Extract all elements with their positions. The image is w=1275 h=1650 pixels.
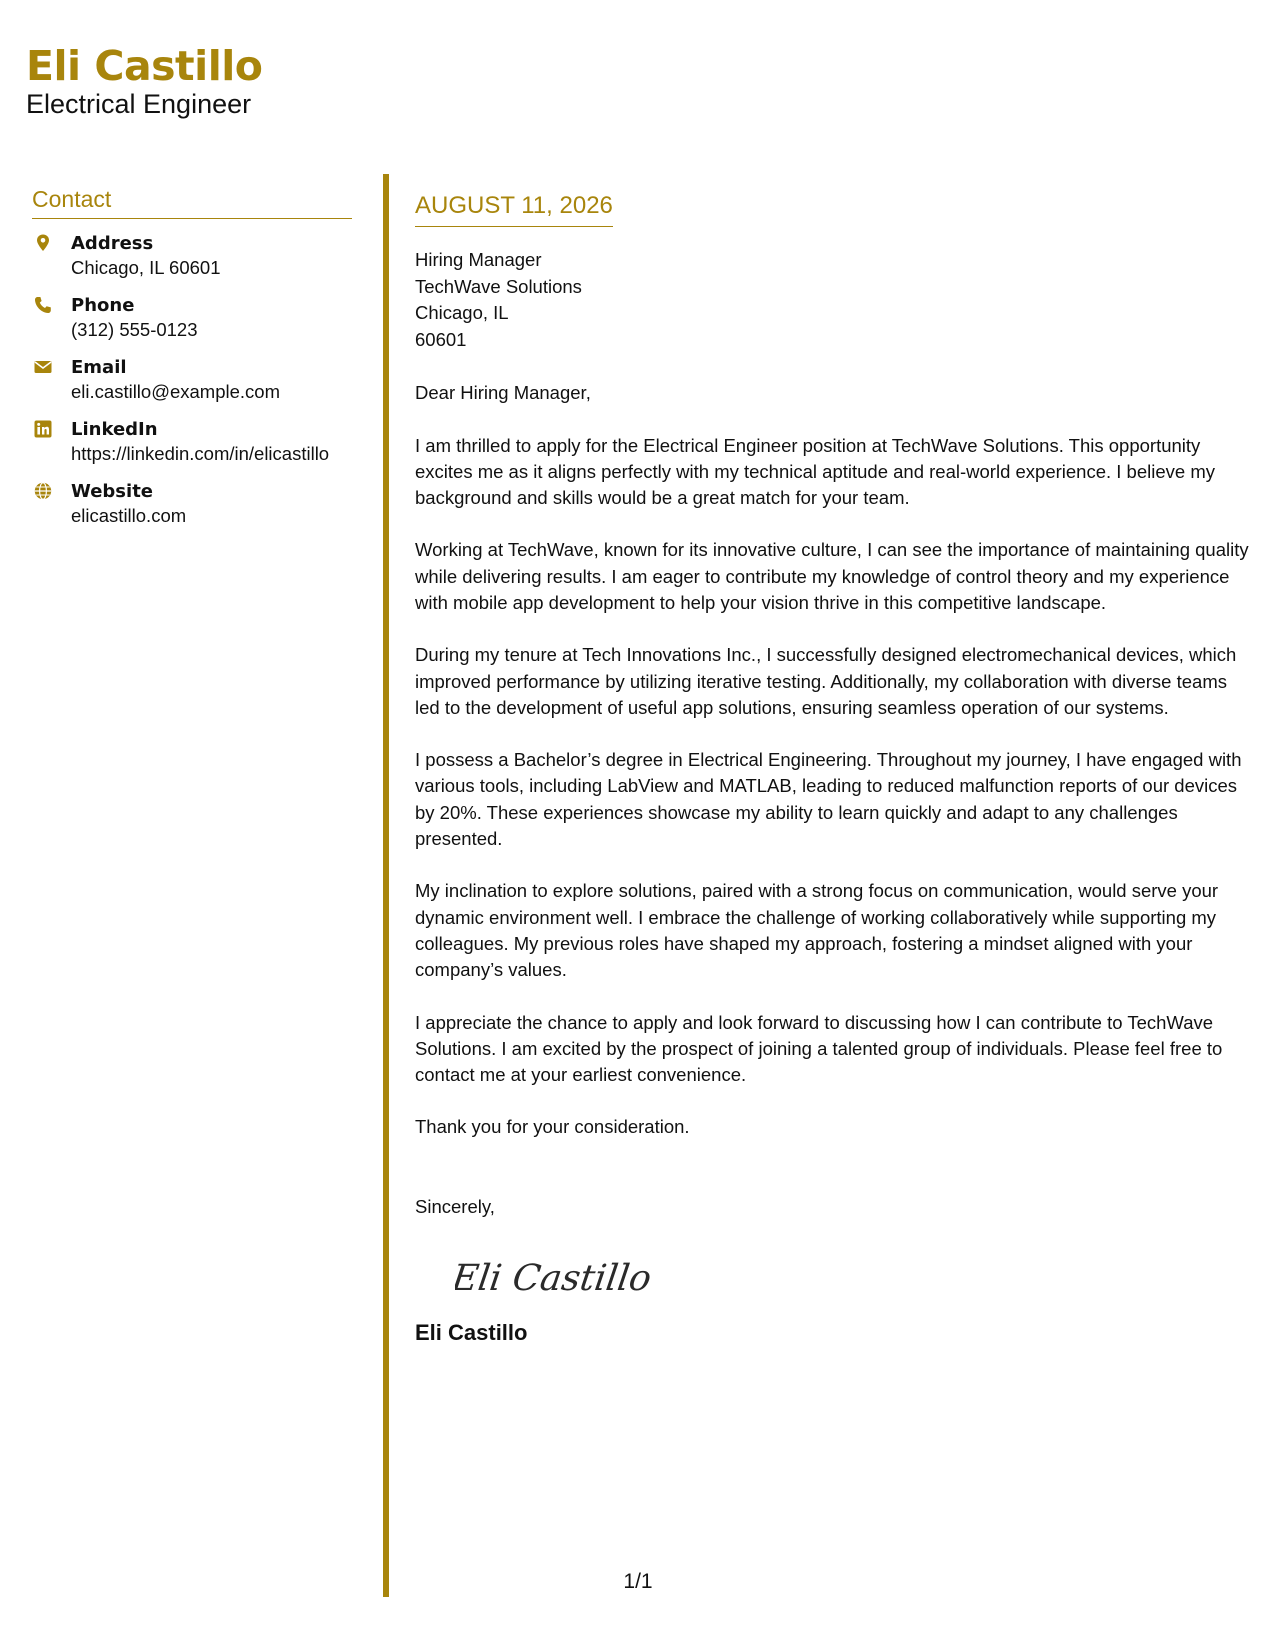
contact-value: elicastillo.com xyxy=(71,505,187,526)
recipient-line: Chicago, IL xyxy=(415,302,509,323)
contact-item-email xyxy=(32,356,352,404)
job-title: Electrical Engineer xyxy=(26,89,252,120)
contact-heading: Contact xyxy=(32,186,352,219)
contact-label: Phone xyxy=(71,295,135,316)
closing: Sincerely, xyxy=(415,1195,495,1217)
contact-item-linkedin xyxy=(32,418,352,466)
signer-name: Eli Castillo xyxy=(415,1320,528,1346)
body-paragraph: Working at TechWave, known for its innovative culture, I can see the importance of maintaining quality while delivering results. I am eager to contribute my knowledge of control theory and my experience with mobile app development to help your vision thrive in this competitive landscape. xyxy=(415,539,1249,613)
body-paragraph: I appreciate the chance to apply and look forward to discussing how I can contribute to TechWave Solutions. I am excited by the prospect of joining a talented group of individuals. Please feel free to contact me at your earliest convenience. xyxy=(415,1011,1223,1086)
letter-date: AUGUST 11, 2026 xyxy=(415,192,613,227)
page-number: 1/1 xyxy=(623,1570,653,1593)
signature-text: Eli Castillo xyxy=(455,1256,655,1300)
contact-item-address xyxy=(32,232,352,280)
contact-label: Address xyxy=(71,233,154,254)
globe-icon xyxy=(34,482,52,500)
recipient-block xyxy=(415,247,1255,353)
candidate-name: Eli Castillo xyxy=(26,42,263,90)
contact-label: Email xyxy=(71,357,127,378)
letter-body xyxy=(415,192,1255,1346)
contact-item-phone xyxy=(32,294,352,342)
contact-value: eli.castillo@example.com xyxy=(71,381,280,402)
recipient-line: Hiring Manager xyxy=(415,249,542,270)
vertical-divider xyxy=(383,174,389,1597)
contact-item-website xyxy=(32,480,352,528)
linkedin-icon xyxy=(34,420,52,438)
contact-list xyxy=(32,232,352,528)
body-paragraph: I am thrilled to apply for the Electrical Engineer position at TechWave Solutions. This opportunity excites me as it aligns perfectly with my technical aptitude and real-world experience. I believe my background and skills would be a great match for your team. xyxy=(415,434,1215,509)
body-paragraph: My inclination to explore solutions, paired with a strong focus on communication, would serve your dynamic environment well. I embrace the challenge of working collaboratively while supporting my colleagues. My previous roles have shaped my approach, fostering a mindset aligned with your company’s values. xyxy=(415,880,1219,981)
contact-label: Website xyxy=(71,481,154,502)
contact-value: Chicago, IL 60601 xyxy=(71,257,221,278)
recipient-line: TechWave Solutions xyxy=(415,275,582,297)
contact-sidebar xyxy=(32,186,352,528)
body-paragraph: During my tenure at Tech Innovations Inc., I successfully designed electromechanical devices, which improved performance by utilizing iterative testing. Additionally, my collaboration with diverse teams led to the development of useful app solutions, ensuring seamless operation of our systems. xyxy=(415,644,1237,718)
handwritten-signature xyxy=(455,1244,1255,1314)
recipient-line: 60601 xyxy=(415,328,467,350)
map-pin-icon xyxy=(34,234,52,252)
body-paragraph: I possess a Bachelor’s degree in Electrical Engineering. Throughout my journey, I have engaged with various tools, including LabView and MATLAB, leading to reduced malfunction reports of our devices by 20%. These experiences showcase my ability to learn quickly and adapt to any challenges presented. xyxy=(415,749,1242,850)
contact-label: LinkedIn xyxy=(71,419,158,440)
body-paragraph: Thank you for your consideration. xyxy=(415,1116,690,1138)
salutation: Dear Hiring Manager, xyxy=(415,382,591,403)
phone-icon xyxy=(34,296,52,314)
email-icon xyxy=(34,358,52,376)
contact-value: (312) 555-0123 xyxy=(71,319,198,340)
header xyxy=(26,44,262,120)
contact-value: https://linkedin.com/in/elicastillo xyxy=(71,443,330,464)
